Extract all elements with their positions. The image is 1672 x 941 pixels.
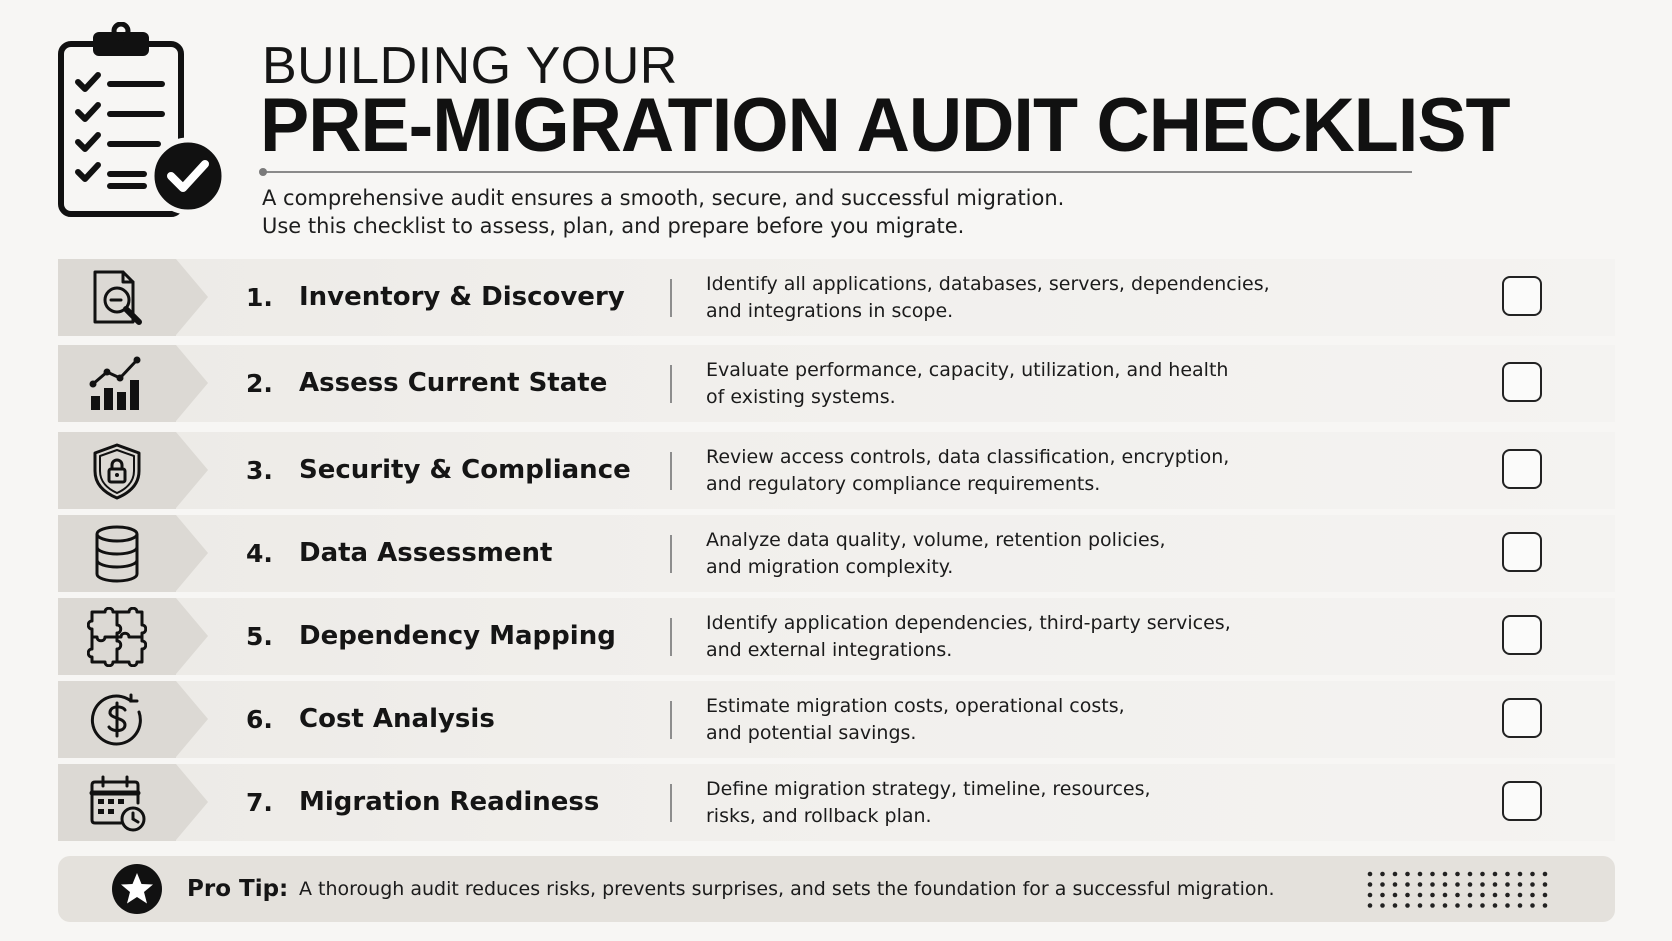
pattern-dot [1543, 903, 1548, 908]
pattern-dot [1368, 903, 1373, 908]
subtitle-line-2: Use this checklist to assess, plan, and prepare before you migrate. [262, 214, 965, 238]
item-description-line-1: Identify all applications, databases, servers, dependencies, [706, 272, 1270, 295]
pattern-dot [1443, 903, 1448, 908]
item-description [706, 345, 1228, 422]
magnifier-document-icon [87, 268, 147, 328]
checklist-item-security [58, 432, 1615, 509]
item-number: 7. [246, 788, 273, 817]
pattern-dot [1380, 903, 1385, 908]
pattern-dot [1393, 903, 1398, 908]
arrow-tab [176, 515, 208, 591]
item-description-line-2: and integrations in scope. [706, 299, 954, 322]
pro-tip-text: A thorough audit reduces risks, prevents surprises, and sets the foundation for a successful migration. [299, 878, 1275, 900]
item-checkbox[interactable] [1502, 698, 1542, 738]
item-checkbox[interactable] [1502, 276, 1542, 316]
pattern-dot [1430, 872, 1435, 877]
item-number: 3. [246, 456, 273, 485]
item-description-line-1: Identify application dependencies, third-party services, [706, 611, 1231, 634]
pattern-dot [1405, 882, 1410, 887]
item-description [706, 598, 1231, 675]
pattern-dot [1493, 872, 1498, 877]
checklist-item-assess [58, 345, 1615, 422]
puzzle-pieces-icon [87, 607, 147, 667]
pattern-dot [1480, 872, 1485, 877]
arrow-tab [176, 681, 208, 757]
pattern-dot [1530, 903, 1535, 908]
pattern-dot [1480, 903, 1485, 908]
pattern-dot [1530, 882, 1535, 887]
pro-tip-label: Pro Tip: [187, 876, 289, 902]
item-checkbox[interactable] [1502, 362, 1542, 402]
arrow-tab [176, 598, 208, 674]
item-title: Dependency Mapping [299, 621, 616, 651]
pattern-dot [1430, 882, 1435, 887]
row-divider [670, 365, 672, 403]
pattern-dot [1505, 893, 1510, 898]
pattern-dot [1393, 882, 1398, 887]
title-divider [262, 171, 1412, 173]
item-title: Data Assessment [299, 538, 553, 568]
arrow-tab [176, 432, 208, 508]
pattern-dot [1530, 893, 1535, 898]
calendar-clock-icon [87, 773, 147, 833]
item-description [706, 432, 1229, 509]
subtitle-line-1: A comprehensive audit ensures a smooth, secure, and successful migration. [262, 186, 1065, 210]
item-description-line-2: and external integrations. [706, 638, 953, 661]
pattern-dot [1455, 893, 1460, 898]
subtitle [262, 184, 1064, 240]
item-checkbox[interactable] [1502, 449, 1542, 489]
item-number: 1. [246, 283, 273, 312]
arrow-tab [176, 259, 208, 335]
pattern-dot [1518, 893, 1523, 898]
pattern-dot [1543, 872, 1548, 877]
dollar-coin-icon [87, 690, 147, 750]
arrow-tab [176, 764, 208, 840]
item-number: 5. [246, 622, 273, 651]
item-description-line-2: and potential savings. [706, 721, 917, 744]
item-checkbox[interactable] [1502, 781, 1542, 821]
clipboard-checklist-icon [58, 22, 228, 232]
pattern-dot [1368, 893, 1373, 898]
item-title: Security & Compliance [299, 455, 631, 485]
checklist-item-data [58, 515, 1615, 592]
checklist-item-cost [58, 681, 1615, 758]
database-icon [87, 524, 147, 584]
pattern-dot [1405, 872, 1410, 877]
item-title: Migration Readiness [299, 787, 600, 817]
checklist-item-dependency [58, 598, 1615, 675]
item-description-line-1: Review access controls, data classification, encryption, [706, 445, 1230, 468]
item-description [706, 259, 1270, 336]
item-description-line-1: Define migration strategy, timeline, resources, [706, 777, 1151, 800]
item-title: Assess Current State [299, 368, 608, 398]
page-title: PRE-MIGRATION AUDIT CHECKLIST [260, 83, 1510, 168]
pattern-dot [1505, 903, 1510, 908]
item-checkbox[interactable] [1502, 615, 1542, 655]
item-description-line-2: of existing systems. [706, 385, 896, 408]
pattern-dot [1505, 882, 1510, 887]
pattern-dot [1493, 882, 1498, 887]
row-divider [670, 701, 672, 739]
pattern-dot [1430, 893, 1435, 898]
pattern-dot [1455, 903, 1460, 908]
shield-lock-icon [87, 441, 147, 501]
item-number: 2. [246, 369, 273, 398]
item-number: 6. [246, 705, 273, 734]
pattern-dot [1455, 882, 1460, 887]
pattern-dot [1443, 893, 1448, 898]
item-description-line-1: Estimate migration costs, operational costs, [706, 694, 1125, 717]
pattern-dot [1518, 872, 1523, 877]
pattern-dot [1443, 872, 1448, 877]
row-divider [670, 452, 672, 490]
checklist-item-readiness [58, 764, 1615, 841]
pattern-dot [1405, 903, 1410, 908]
pattern-dot [1518, 882, 1523, 887]
pattern-dot [1418, 872, 1423, 877]
pattern-dot [1493, 903, 1498, 908]
pattern-dot [1380, 882, 1385, 887]
pattern-dot [1368, 882, 1373, 887]
item-description-line-2: and regulatory compliance requirements. [706, 472, 1101, 495]
pattern-dot [1368, 872, 1373, 877]
pattern-dot [1455, 872, 1460, 877]
pattern-dot [1380, 872, 1385, 877]
pattern-dot [1480, 893, 1485, 898]
arrow-tab [176, 345, 208, 421]
pattern-dot [1468, 903, 1473, 908]
pattern-dot [1530, 872, 1535, 877]
pattern-dot [1418, 903, 1423, 908]
row-divider [670, 535, 672, 573]
pattern-dot [1493, 893, 1498, 898]
row-divider [670, 279, 672, 317]
pattern-dot [1543, 882, 1548, 887]
pattern-dot [1505, 872, 1510, 877]
pattern-dot [1518, 903, 1523, 908]
item-description-line-2: and migration complexity. [706, 555, 954, 578]
pro-tip-banner [58, 856, 1615, 922]
item-description [706, 764, 1151, 841]
row-divider [670, 784, 672, 822]
pattern-dot [1380, 893, 1385, 898]
checklist-item-inventory [58, 259, 1615, 336]
item-description [706, 515, 1166, 592]
item-number: 4. [246, 539, 273, 568]
item-description [706, 681, 1125, 758]
item-description-line-1: Analyze data quality, volume, retention policies, [706, 528, 1166, 551]
pattern-dot [1418, 882, 1423, 887]
title-line-1: BUILDING YOUR [262, 37, 678, 95]
pattern-dot [1393, 893, 1398, 898]
item-description-line-2: risks, and rollback plan. [706, 804, 932, 827]
pattern-dot [1418, 893, 1423, 898]
bar-chart-trend-icon [87, 354, 147, 414]
pattern-dot [1430, 903, 1435, 908]
item-description-line-1: Evaluate performance, capacity, utilization, and health [706, 358, 1229, 381]
star-badge-icon [111, 863, 163, 915]
pattern-dot [1543, 893, 1548, 898]
pattern-dot [1468, 872, 1473, 877]
pattern-dot [1405, 893, 1410, 898]
pattern-dot [1393, 872, 1398, 877]
item-title: Cost Analysis [299, 704, 495, 734]
pattern-dot [1468, 893, 1473, 898]
dot-pattern [1366, 870, 1556, 910]
row-divider [670, 618, 672, 656]
item-title: Inventory & Discovery [299, 282, 625, 312]
pattern-dot [1480, 882, 1485, 887]
item-checkbox[interactable] [1502, 532, 1542, 572]
pattern-dot [1443, 882, 1448, 887]
pattern-dot [1468, 882, 1473, 887]
